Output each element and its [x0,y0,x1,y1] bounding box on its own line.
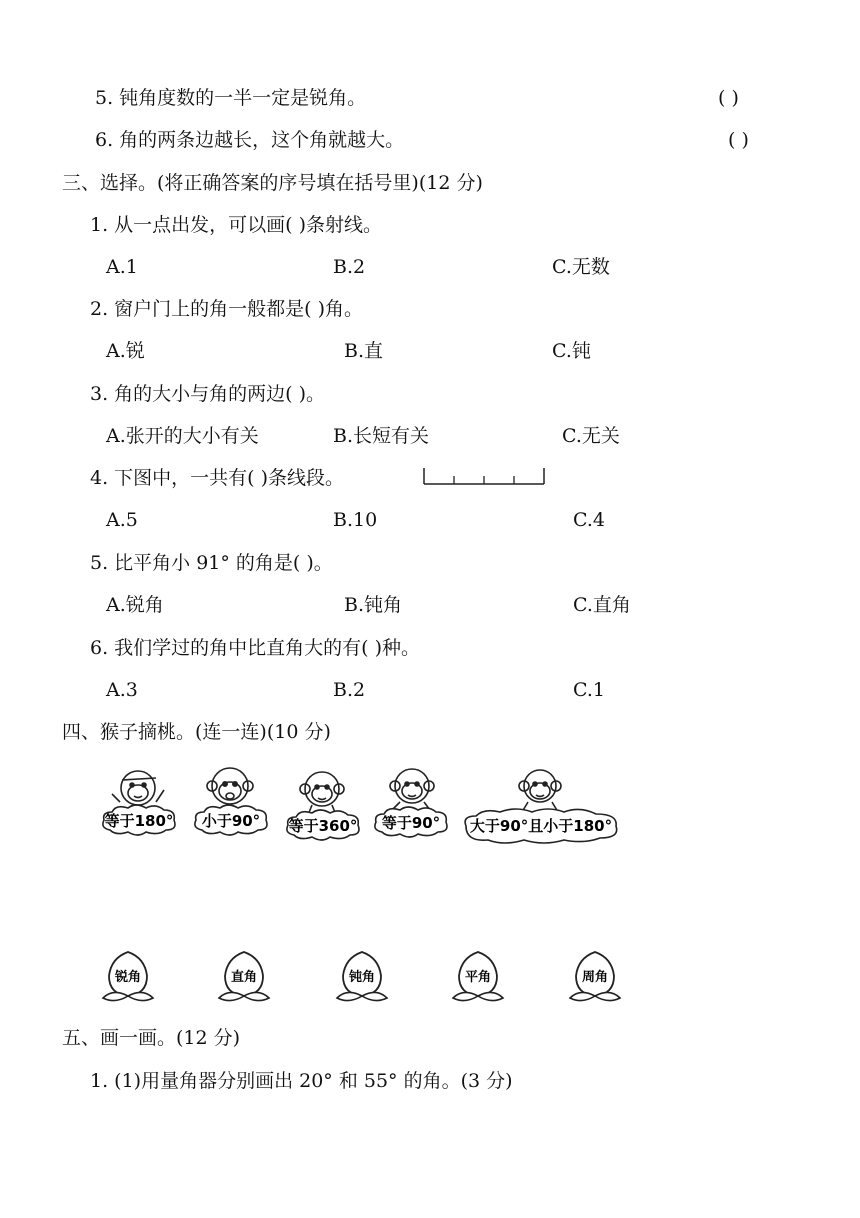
monkey-label-2: 小于90° [201,812,261,830]
line-segment-figure [423,466,547,488]
monkey-icon [207,768,253,804]
monkey-icon [112,771,164,805]
choice-1-option-a: A.1 [106,256,138,278]
choice-1-option-b: B.2 [333,256,366,278]
peach-card-1[interactable] [99,948,157,1004]
choice-4-option-c: C.4 [573,509,605,531]
choice-3-option-c: C.无关 [562,425,620,447]
choice-question-5: 5. 比平角小 91° 的角是( )。 [90,552,333,574]
monkey-icon [390,769,434,810]
choice-5-option-b: B.钝角 [344,594,403,616]
choice-question-4: 4. 下图中，一共有( )条线段。 [90,467,345,489]
monkey-card-5[interactable] [460,762,624,848]
judge-answer-paren-6[interactable]: ( ) [728,129,749,151]
monkey-label-3: 等于360° [288,817,358,835]
choice-question-1: 1. 从一点出发，可以画( )条射线。 [90,214,383,236]
choice-4-option-b: B.10 [333,509,378,531]
monkey-card-2[interactable] [190,758,272,850]
draw-item-1: 1. (1)用量角器分别画出 20° 和 55° 的角。(3 分) [90,1070,513,1092]
choice-question-3: 3. 角的大小与角的两边( )。 [90,383,326,405]
monkey-card-1[interactable] [98,758,180,850]
monkey-icon [519,770,561,812]
choice-6-option-c: C.1 [573,679,605,701]
section3-heading: 三、选择。(将正确答案的序号填在括号里)(12 分) [62,172,483,194]
peach-label-5: 周角 [581,970,609,985]
section5-heading: 五、画一画。(12 分) [62,1027,241,1049]
monkey-card-3[interactable] [282,763,364,855]
judge-item-5: 5. 钝角度数的一半一定是锐角。 [95,87,367,109]
peach-card-4[interactable] [449,948,507,1004]
choice-3-option-b: B.长短有关 [333,425,430,447]
choice-3-option-a: A.张开的大小有关 [106,425,259,447]
monkey-icon [300,772,344,815]
peach-card-2[interactable] [215,948,273,1004]
peach-label-2: 直角 [230,970,258,985]
peach-label-4: 平角 [464,970,492,985]
peach-label-1: 锐角 [114,970,142,985]
judge-item-6: 6. 角的两条边越长，这个角就越大。 [95,129,405,151]
section4-heading: 四、猴子摘桃。(连一连)(10 分) [62,721,331,743]
choice-2-option-a: A.锐 [106,340,145,362]
choice-2-option-b: B.直 [344,340,384,362]
monkey-label-5: 大于90°且小于180° [469,817,613,835]
choice-6-option-a: A.3 [106,679,138,701]
choice-1-option-c: C.无数 [552,256,610,278]
peach-card-3[interactable] [333,948,391,1004]
peach-label-3: 钝角 [348,970,376,985]
choice-4-option-a: A.5 [106,509,138,531]
judge-answer-paren-5[interactable]: ( ) [718,87,739,109]
choice-question-2: 2. 窗户门上的角一般都是( )角。 [90,298,364,320]
peach-card-5[interactable] [566,948,624,1004]
choice-question-6: 6. 我们学过的角中比直角大的有( )种。 [90,637,421,659]
monkey-label-4: 等于90° [381,814,441,832]
monkey-label-1: 等于180° [104,812,174,830]
choice-5-option-c: C.直角 [573,594,631,616]
choice-6-option-b: B.2 [333,679,366,701]
monkey-card-4[interactable] [370,760,452,852]
choice-2-option-c: C.钝 [552,340,591,362]
choice-5-option-a: A.锐角 [106,594,164,616]
